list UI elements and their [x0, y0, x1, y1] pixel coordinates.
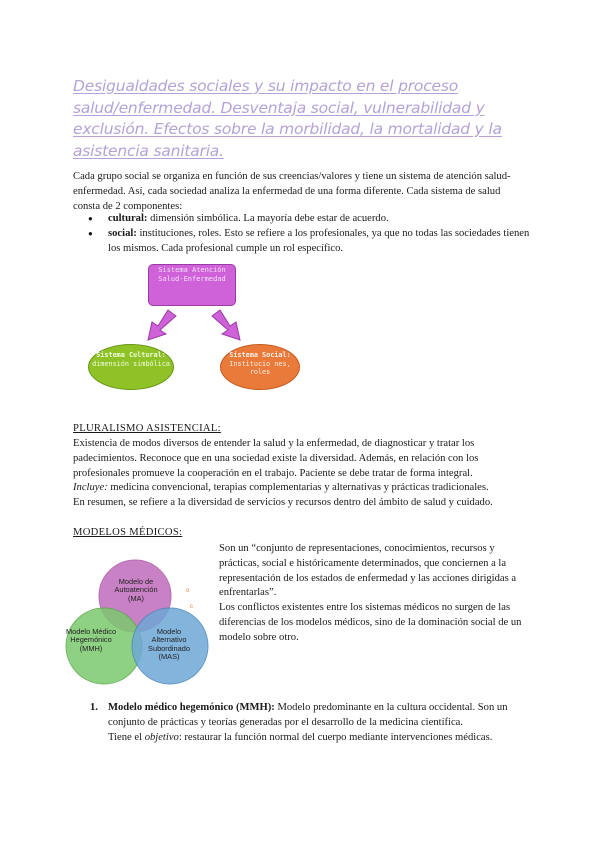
cultural-system-oval	[88, 344, 174, 390]
item-objective-text: : restaurar la función normal del cuerpo mediante intervenciones médicas.	[178, 731, 493, 743]
item-text: Modelo predominante en la cultura occidental. Son un conjunto de prácticas y teorías generadas por el desarrollo de la medicina científica.	[108, 702, 508, 728]
components-list	[88, 212, 538, 256]
incluye-label: Incluye:	[73, 482, 108, 493]
diagram-arrows	[140, 306, 250, 346]
models-numbered-list	[90, 701, 530, 745]
intro-paragraph: Cada grupo social se organiza en función de sus creencias/valores y tiene un sistema de atención salud-enfermedad. Así, cada sociedad analiza la enfermedad de una forma diferente. Cada sistema de salud consta de 2 componentes:	[73, 171, 511, 212]
venn-left-label: Modelo Médico Hegemónico (MMH)	[65, 627, 117, 653]
bullet-text: instituciones, roles. Esto se refiere a los profesionales, ya que no todas las sociedades tienen los mismos. Cada profesional cumple un rol específico.	[108, 227, 530, 254]
social-system-oval	[220, 344, 300, 390]
venn-top-label: Modelo de Autoatención (MA)	[114, 577, 158, 603]
item-objective-pre: Tiene el	[108, 731, 145, 743]
right-arrow	[212, 310, 240, 340]
modelos-definition: Son un “conjunto de representaciones, conocimientos, recursos y prácticas, social e históricamente determinados, que conciernen a la representación de los estados de enfermedad y las acciones dirigidas a enfrentarlas”.	[219, 543, 517, 599]
list-item	[88, 227, 538, 257]
health-system-box: Sistema Atención Salud-Enfermedad	[148, 264, 236, 306]
social-system-title: Sistema Social:	[229, 351, 291, 359]
pluralismo-paragraph: Existencia de modos diversos de entender la salud y la enfermedad, de diagnosticar y tratar los padecimientos. Reconoce que en una sociedad existe la diversidad. Además, en relación con los profesionales promueve la cooperación en el trabajo. Paciente se debe tratar de forma integral.	[73, 438, 479, 479]
modelos-conflicts: Los conflictos existentes entre los sistemas médicos no surgen de las diferencias de los modelos médicos, sino de la dominación social de un modelo sobre otro.	[219, 602, 522, 643]
social-system-sub: Institucio nes, roles	[229, 359, 291, 376]
item-objective-em: objetivo	[144, 731, 179, 743]
cultural-system-title: Sistema Cultural:	[96, 351, 166, 359]
venn-mark: o	[186, 588, 190, 594]
bullet-text: dimensión simbólica. La mayoría debe estar de acuerdo.	[147, 213, 389, 224]
item-number: 1.	[90, 702, 98, 713]
bullet-term: social:	[108, 227, 137, 239]
item-term: Modelo médico hegemónico (MMH):	[108, 702, 275, 713]
left-arrow	[148, 310, 176, 340]
list-item	[88, 212, 538, 227]
pluralismo-incluye	[73, 481, 533, 496]
document-title: Desigualdades sociales y su impacto en el proceso salud/enfermedad. Desventaja social, vulnerabilidad y exclusión. Efectos sobre la morbilidad, la mortalidad y la asistencia sanitaria.	[73, 77, 502, 160]
venn-mark: c	[190, 604, 193, 610]
list-item	[90, 701, 530, 745]
bullet-term: cultural:	[108, 213, 148, 224]
pluralismo-heading: PLURALISMO ASISTENCIAL:	[73, 423, 221, 434]
incluye-text: medicina convencional, terapias complementarias y alternativas y prácticas tradicionales.	[107, 482, 489, 493]
cultural-system-sub: dimensión simbólica	[92, 359, 170, 368]
venn-right-label: Modelo Alternativo Subordinado (MAS)	[148, 627, 190, 662]
modelos-heading: MODELOS MÉDICOS:	[73, 527, 183, 538]
pluralismo-resumen: En resumen, se refiere a la diversidad de servicios y recursos dentro del ámbito de salud y cuidado.	[73, 497, 493, 508]
